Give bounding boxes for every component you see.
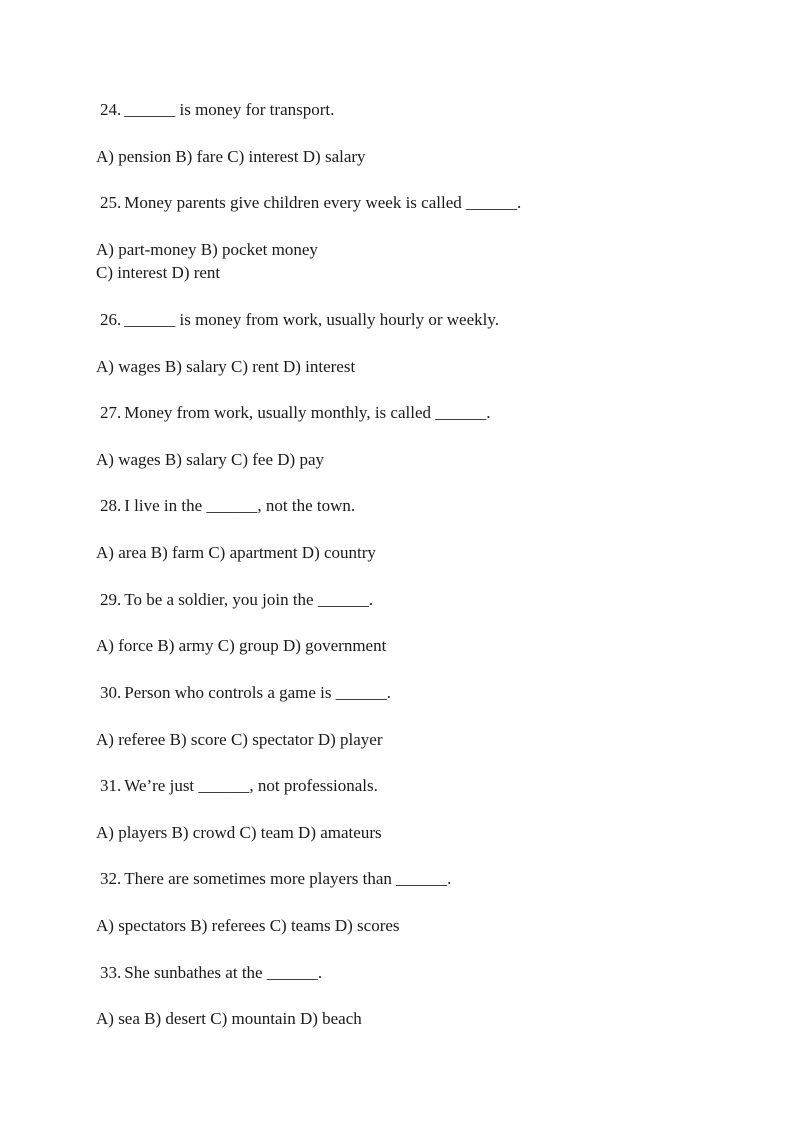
question-25 (100, 192, 521, 214)
question-number: 27. (100, 403, 122, 422)
question-number: 32. (100, 869, 122, 888)
question-text: Money from work, usually monthly, is called ______. (124, 403, 491, 422)
question-text: To be a soldier, you join the ______. (124, 590, 374, 609)
question-number: 24. (100, 100, 122, 119)
question-33 (100, 962, 322, 984)
question-number: 29. (100, 590, 122, 609)
question-text: Money parents give children every week is called ______. (124, 193, 522, 212)
question-30 (100, 682, 391, 704)
question-31 (100, 775, 378, 797)
question-32 (100, 868, 451, 890)
question-28 (100, 495, 355, 517)
answer-options: A) part-money B) pocket money (96, 240, 318, 259)
question-text: We’re just ______, not professionals. (124, 776, 378, 795)
question-27 (100, 402, 491, 424)
answer-options: A) area B) farm C) apartment D) country (96, 543, 376, 562)
question-number: 26. (100, 310, 122, 329)
answer-options: A) wages B) salary C) fee D) pay (96, 450, 324, 469)
answer-options: A) wages B) salary C) rent D) interest (96, 357, 356, 376)
question-number: 25. (100, 193, 122, 212)
question-number: 28. (100, 496, 122, 515)
question-text: Person who controls a game is ______. (124, 683, 392, 702)
answer-options: C) interest D) rent (96, 263, 221, 282)
answer-options: A) pension B) fare C) interest D) salary (96, 147, 366, 166)
question-number: 33. (100, 963, 122, 982)
question-text: She sunbathes at the ______. (124, 963, 323, 982)
question-text: ______ is money from work, usually hourly or weekly. (124, 310, 499, 329)
question-text: I live in the ______, not the town. (124, 496, 356, 515)
question-number: 31. (100, 776, 122, 795)
question-text: There are sometimes more players than ______. (124, 869, 452, 888)
answer-options: A) force B) army C) group D) government (96, 636, 387, 655)
question-number: 30. (100, 683, 122, 702)
answer-options: A) sea B) desert C) mountain D) beach (96, 1009, 362, 1028)
question-24 (100, 99, 334, 121)
question-26 (100, 309, 499, 331)
question-29 (100, 589, 373, 611)
answer-options: A) referee B) score C) spectator D) player (96, 730, 383, 749)
answer-options: A) spectators B) referees C) teams D) scores (96, 916, 400, 935)
question-text: ______ is money for transport. (124, 100, 335, 119)
answer-options: A) players B) crowd C) team D) amateurs (96, 823, 382, 842)
